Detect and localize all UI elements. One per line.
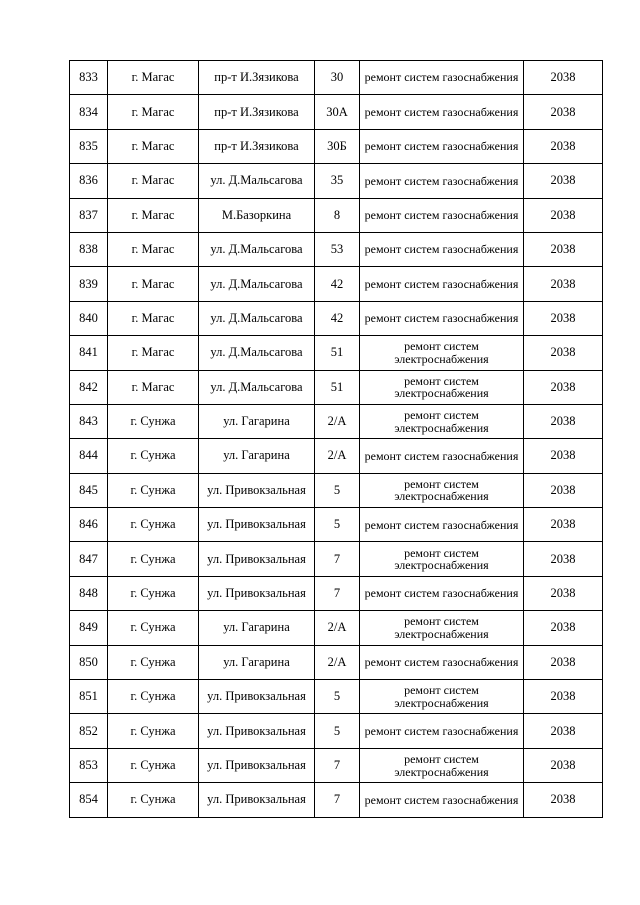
table-row <box>70 439 603 473</box>
row-number-cell: 843 <box>70 404 108 438</box>
year-cell: 2038 <box>524 439 603 473</box>
house-number-cell: 2/А <box>315 404 360 438</box>
city-cell: г. Сунжа <box>108 783 199 817</box>
row-number-cell: 834 <box>70 95 108 129</box>
table-row <box>70 645 603 679</box>
street-cell: ул. Д.Мальсагова <box>199 370 315 404</box>
row-number-cell: 840 <box>70 301 108 335</box>
row-number-cell: 851 <box>70 680 108 714</box>
row-number-cell: 842 <box>70 370 108 404</box>
house-number-cell: 2/А <box>315 645 360 679</box>
street-cell: ул. Привокзальная <box>199 680 315 714</box>
house-number-cell: 7 <box>315 783 360 817</box>
year-cell: 2038 <box>524 783 603 817</box>
street-cell: ул. Д.Мальсагова <box>199 336 315 370</box>
work-type-cell: ремонт систем газоснабжения <box>360 576 524 610</box>
house-number-cell: 30 <box>315 61 360 95</box>
row-number-cell: 833 <box>70 61 108 95</box>
house-number-cell: 51 <box>315 336 360 370</box>
work-type-cell: ремонт систем газоснабжения <box>360 508 524 542</box>
street-cell: ул. Д.Мальсагова <box>199 232 315 266</box>
year-cell: 2038 <box>524 508 603 542</box>
street-cell: ул. Привокзальная <box>199 542 315 576</box>
row-number-cell: 839 <box>70 267 108 301</box>
house-number-cell: 53 <box>315 232 360 266</box>
city-cell: г. Магас <box>108 336 199 370</box>
year-cell: 2038 <box>524 611 603 645</box>
table-row <box>70 95 603 129</box>
year-cell: 2038 <box>524 404 603 438</box>
house-number-cell: 35 <box>315 164 360 198</box>
table-row <box>70 370 603 404</box>
row-number-cell: 835 <box>70 129 108 163</box>
city-cell: г. Магас <box>108 198 199 232</box>
year-cell: 2038 <box>524 61 603 95</box>
city-cell: г. Сунжа <box>108 645 199 679</box>
house-number-cell: 7 <box>315 576 360 610</box>
work-type-cell: ремонт систем газоснабжения <box>360 267 524 301</box>
year-cell: 2038 <box>524 301 603 335</box>
table-row <box>70 232 603 266</box>
street-cell: ул. Гагарина <box>199 404 315 438</box>
city-cell: г. Сунжа <box>108 748 199 782</box>
work-type-cell: ремонт систем газоснабжения <box>360 164 524 198</box>
work-type-cell: ремонт систем газоснабжения <box>360 61 524 95</box>
table-row <box>70 748 603 782</box>
row-number-cell: 850 <box>70 645 108 679</box>
year-cell: 2038 <box>524 95 603 129</box>
street-cell: ул. Гагарина <box>199 611 315 645</box>
year-cell: 2038 <box>524 267 603 301</box>
house-number-cell: 30А <box>315 95 360 129</box>
row-number-cell: 837 <box>70 198 108 232</box>
year-cell: 2038 <box>524 232 603 266</box>
table-row <box>70 783 603 817</box>
work-type-cell: ремонт систем электроснабжения <box>360 473 524 507</box>
row-number-cell: 841 <box>70 336 108 370</box>
street-cell: ул. Привокзальная <box>199 576 315 610</box>
year-cell: 2038 <box>524 129 603 163</box>
work-type-cell: ремонт систем электроснабжения <box>360 748 524 782</box>
city-cell: г. Сунжа <box>108 576 199 610</box>
table-row <box>70 576 603 610</box>
house-number-cell: 5 <box>315 473 360 507</box>
year-cell: 2038 <box>524 748 603 782</box>
work-type-cell: ремонт систем газоснабжения <box>360 301 524 335</box>
city-cell: г. Сунжа <box>108 473 199 507</box>
street-cell: ул. Привокзальная <box>199 783 315 817</box>
city-cell: г. Магас <box>108 232 199 266</box>
row-number-cell: 852 <box>70 714 108 748</box>
house-number-cell: 5 <box>315 714 360 748</box>
row-number-cell: 845 <box>70 473 108 507</box>
row-number-cell: 854 <box>70 783 108 817</box>
city-cell: г. Сунжа <box>108 680 199 714</box>
row-number-cell: 847 <box>70 542 108 576</box>
city-cell: г. Магас <box>108 164 199 198</box>
house-number-cell: 7 <box>315 748 360 782</box>
street-cell: ул. Гагарина <box>199 439 315 473</box>
house-number-cell: 30Б <box>315 129 360 163</box>
table-row <box>70 611 603 645</box>
table-row <box>70 508 603 542</box>
work-type-cell: ремонт систем электроснабжения <box>360 542 524 576</box>
table-row <box>70 301 603 335</box>
house-number-cell: 2/А <box>315 439 360 473</box>
house-number-cell: 7 <box>315 542 360 576</box>
row-number-cell: 846 <box>70 508 108 542</box>
work-type-cell: ремонт систем электроснабжения <box>360 680 524 714</box>
year-cell: 2038 <box>524 714 603 748</box>
street-cell: ул. Привокзальная <box>199 714 315 748</box>
work-type-cell: ремонт систем электроснабжения <box>360 404 524 438</box>
table-row <box>70 164 603 198</box>
work-type-cell: ремонт систем электроснабжения <box>360 611 524 645</box>
year-cell: 2038 <box>524 370 603 404</box>
city-cell: г. Магас <box>108 95 199 129</box>
house-number-cell: 42 <box>315 267 360 301</box>
row-number-cell: 853 <box>70 748 108 782</box>
year-cell: 2038 <box>524 645 603 679</box>
row-number-cell: 838 <box>70 232 108 266</box>
work-type-cell: ремонт систем электроснабжения <box>360 370 524 404</box>
year-cell: 2038 <box>524 542 603 576</box>
year-cell: 2038 <box>524 680 603 714</box>
work-type-cell: ремонт систем газоснабжения <box>360 198 524 232</box>
house-number-cell: 2/А <box>315 611 360 645</box>
table-row <box>70 129 603 163</box>
table-row <box>70 680 603 714</box>
city-cell: г. Сунжа <box>108 714 199 748</box>
city-cell: г. Магас <box>108 61 199 95</box>
house-number-cell: 51 <box>315 370 360 404</box>
table-row <box>70 473 603 507</box>
work-type-cell: ремонт систем газоснабжения <box>360 439 524 473</box>
table-body <box>70 61 603 818</box>
street-cell: ул. Привокзальная <box>199 508 315 542</box>
city-cell: г. Сунжа <box>108 508 199 542</box>
house-number-cell: 42 <box>315 301 360 335</box>
row-number-cell: 849 <box>70 611 108 645</box>
city-cell: г. Магас <box>108 129 199 163</box>
table-row <box>70 542 603 576</box>
row-number-cell: 844 <box>70 439 108 473</box>
city-cell: г. Сунжа <box>108 542 199 576</box>
row-number-cell: 848 <box>70 576 108 610</box>
street-cell: ул. Привокзальная <box>199 473 315 507</box>
work-type-cell: ремонт систем газоснабжения <box>360 129 524 163</box>
street-cell: ул. Привокзальная <box>199 748 315 782</box>
year-cell: 2038 <box>524 164 603 198</box>
work-type-cell: ремонт систем электроснабжения <box>360 336 524 370</box>
work-type-cell: ремонт систем газоснабжения <box>360 714 524 748</box>
work-type-cell: ремонт систем газоснабжения <box>360 783 524 817</box>
work-type-cell: ремонт систем газоснабжения <box>360 95 524 129</box>
row-number-cell: 836 <box>70 164 108 198</box>
city-cell: г. Сунжа <box>108 404 199 438</box>
street-cell: пр-т И.Зязикова <box>199 129 315 163</box>
house-number-cell: 5 <box>315 680 360 714</box>
house-number-cell: 5 <box>315 508 360 542</box>
year-cell: 2038 <box>524 576 603 610</box>
city-cell: г. Магас <box>108 370 199 404</box>
street-cell: ул. Гагарина <box>199 645 315 679</box>
work-type-cell: ремонт систем газоснабжения <box>360 645 524 679</box>
table-row <box>70 267 603 301</box>
street-cell: ул. Д.Мальсагова <box>199 301 315 335</box>
year-cell: 2038 <box>524 198 603 232</box>
table-row <box>70 198 603 232</box>
year-cell: 2038 <box>524 473 603 507</box>
house-number-cell: 8 <box>315 198 360 232</box>
table-row <box>70 404 603 438</box>
street-cell: ул. Д.Мальсагова <box>199 267 315 301</box>
street-cell: М.Базоркина <box>199 198 315 232</box>
city-cell: г. Сунжа <box>108 439 199 473</box>
table-row <box>70 336 603 370</box>
year-cell: 2038 <box>524 336 603 370</box>
street-cell: пр-т И.Зязикова <box>199 95 315 129</box>
table-row <box>70 714 603 748</box>
repair-schedule-table <box>69 60 603 818</box>
work-type-cell: ремонт систем газоснабжения <box>360 232 524 266</box>
city-cell: г. Магас <box>108 301 199 335</box>
street-cell: пр-т И.Зязикова <box>199 61 315 95</box>
street-cell: ул. Д.Мальсагова <box>199 164 315 198</box>
table-row <box>70 61 603 95</box>
city-cell: г. Магас <box>108 267 199 301</box>
city-cell: г. Сунжа <box>108 611 199 645</box>
